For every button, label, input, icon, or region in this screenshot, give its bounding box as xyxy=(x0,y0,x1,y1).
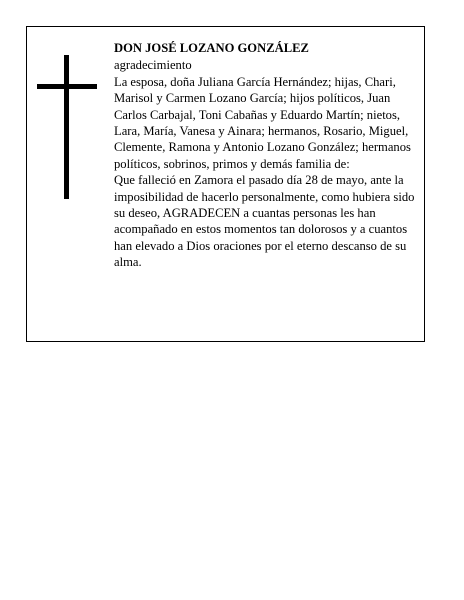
cross-vertical-bar xyxy=(64,55,69,199)
cross-horizontal-bar xyxy=(37,84,97,89)
cross-icon xyxy=(37,55,97,199)
message-paragraph: Que falleció en Zamora el pasado día 28 de mayo, ante la imposibilidad de hacerlo personalmente, como hubiera sido su deseo, AGRADECEN a cuantas personas les han acompañado en estos momentos tan dolorosos y a cuantos han elevado a Dios oraciones por el eterno descanso de su alma. xyxy=(114,173,415,270)
family-paragraph: La esposa, doña Juliana García Hernández; hijas, Chari, Marisol y Carmen Lozano García; hijos políticos, Juan Carlos Carbajal, Toni Cabañas y Eduardo Martín; nietos, Lara, María, Vanesa y Ainara; hermanos, Rosario, Miguel, Clemente, Ramona y Antonio Lozano González; hermanos políticos, sobrinos, primos y demás familia de: xyxy=(114,74,411,171)
deceased-name: DON JOSÉ LOZANO GONZÁLEZ xyxy=(114,41,309,55)
notice-text xyxy=(114,40,420,271)
notice-heading: agradecimiento xyxy=(114,58,192,73)
obituary-notice xyxy=(26,26,425,342)
